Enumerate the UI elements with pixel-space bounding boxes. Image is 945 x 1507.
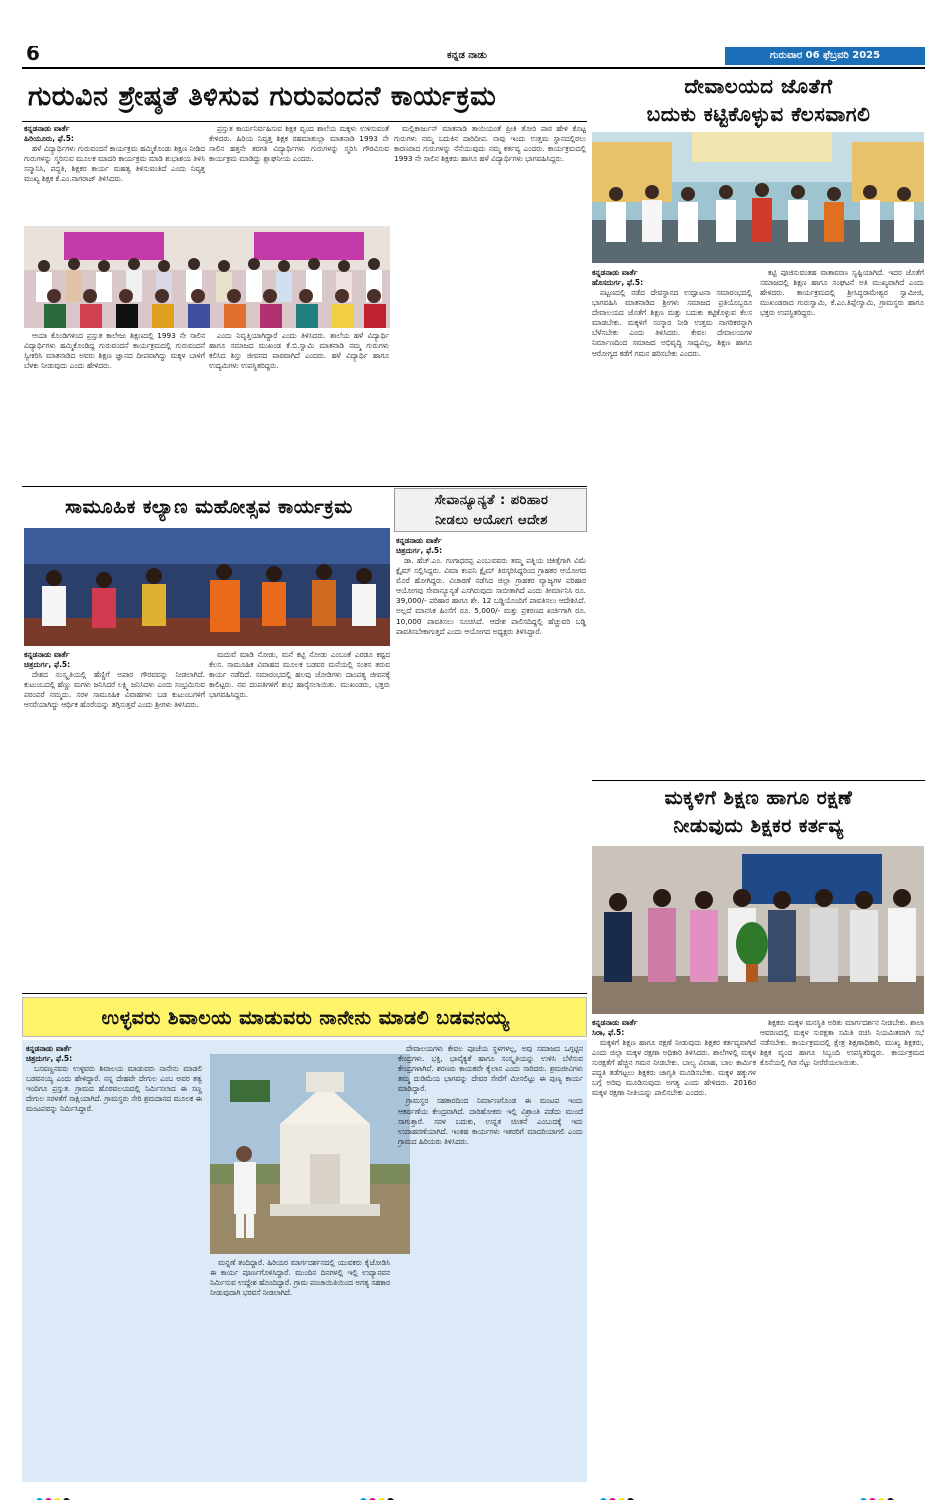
article-column bbox=[396, 536, 586, 990]
body-text: ಮಲ್ಲಿಕಾರ್ಜುನ್ ಮಾತನಾಡಿ ತಾಯಿಯಂತೆ ಪ್ರೀತಿ ತೋರಿ ಪಾಠ ಹೇಳಿ ಕೊಟ್ಟ ಗುರುಗಳು ನಮ್ಮ ಬದುಕಿನ ದಾರಿದೀಪ. ನಾವು ಇಂದು ಉತ್ತಮ ಸ್ಥಾನದಲ್ಲಿರಲು ಕಾರಣರಾದ ಗುರುಗಳನ್ನು ನೆನೆಯುವುದು ನಮ್ಮ ಕರ್ತವ್ಯ ಎಂದರು. ಕಾರ್ಯಕ್ರಮದಲ್ಲಿ 1993 ನೇ ಸಾಲಿನ ಶಿಕ್ಷಕರು ಹಾಗೂ ಹಳೆ ವಿದ್ಯಾರ್ಥಿಗಳು ಭಾಗವಹಿಸಿದ್ದರು. bbox=[394, 124, 586, 164]
dateline: ಹಿರಿಯೂರು, ಫೆ.5: bbox=[24, 134, 74, 143]
black-dot-icon bbox=[63, 1498, 70, 1500]
byline: ಕನ್ನಡನಾಡು ವಾರ್ತೆ bbox=[592, 268, 638, 277]
body-text: ಶಿಕ್ಷಕರು ಮಕ್ಕಳ ಮನಸ್ಥಿತಿ ಅರಿತು ಮಾರ್ಗದರ್ಶನ ನೀಡಬೇಕು. ಶಾಲಾ ಆವರಣದಲ್ಲಿ ಮಕ್ಕಳ ಸುರಕ್ಷತಾ ಸಮಿತಿ ರಚಿಸಿ ನಿಯಮಿತವಾಗಿ ಸಭೆ ನಡೆಸಬೇಕು. ಕಾರ್ಯಕ್ರಮದಲ್ಲಿ ಕ್ಷೇತ್ರ ಶಿಕ್ಷಣಾಧಿಕಾರಿ, ಮುಖ್ಯ ಶಿಕ್ಷಕರು, ಶಿಕ್ಷಕ ವೃಂದ ಹಾಗೂ ಸಿಬ್ಬಂದಿ ಉಪಸ್ಥಿತರಿದ್ದರು. ಕಾರ್ಯಕ್ರಮದ ಕೊನೆಯಲ್ಲಿ ಗಿಡ ನೆಟ್ಟು ನೀರೆರೆಯಲಾಯಿತು. bbox=[760, 1018, 924, 1068]
dateline: ಚಿತ್ರದುರ್ಗ, ಫೆ.5: bbox=[396, 546, 443, 555]
article-column bbox=[760, 268, 924, 738]
divider bbox=[22, 121, 587, 122]
yellow-dot-icon bbox=[54, 1498, 61, 1500]
cyan-dot-icon bbox=[600, 1498, 607, 1500]
body-text: ಗ್ರಾಮಸ್ಥರ ಸಹಕಾರದಿಂದ ನಿರ್ಮಾಣಗೊಂಡ ಈ ಮಂಟಪ ಇಂದು ಆಕರ್ಷಣೆಯ ಕೇಂದ್ರವಾಗಿದೆ. ದಾರಿಹೋಕರು ಇಲ್ಲಿ ವಿಶ್ರಾಂತಿ ಪಡೆದು ಮುಂದೆ ಸಾಗುತ್ತಾರೆ. ಸರಳ ಬದುಕು, ಉನ್ನತ ಚಿಂತನೆ ಎಂಬುದಕ್ಕೆ ಇದು ಉದಾಹರಣೆಯಾಗಿದೆ. ಇಂತಹ ಕಾರ್ಯಗಳು ಇತರರಿಗೆ ಮಾದರಿಯಾಗಲಿ ಎಂದು ಗ್ರಾಮದ ಹಿರಿಯರು ತಿಳಿಸಿದರು. bbox=[398, 1096, 583, 1146]
magenta-dot-icon bbox=[369, 1498, 376, 1500]
headline-kalyana: ಸಾಮೂಹಿಕ ಕಲ್ಯಾಣ ಮಹೋತ್ಸವ ಕಾರ್ಯಕ್ರಮ bbox=[65, 496, 353, 518]
article-column bbox=[24, 650, 205, 990]
headline-guruvandane: ಗುರುವಿನ ಶ್ರೇಷ್ಠತೆ ತಿಳಿಸುವ ಗುರುವಂದನೆ ಕಾರ್ಯಕ್ರಮ bbox=[28, 81, 497, 112]
yellow-dot-icon bbox=[878, 1498, 885, 1500]
registration-marks-center bbox=[360, 1490, 420, 1500]
dateline: ಸಿರಾ, ಫೆ.5: bbox=[592, 1028, 625, 1037]
article-column bbox=[398, 1044, 583, 1478]
byline: ಕನ್ನಡನಾಡು ವಾರ್ತೆ bbox=[592, 1018, 638, 1027]
divider bbox=[22, 486, 587, 487]
magenta-dot-icon bbox=[45, 1498, 52, 1500]
article-column bbox=[209, 124, 389, 224]
byline: ಕನ್ನಡನಾಡು ವಾರ್ತೆ bbox=[26, 1044, 72, 1053]
page-number: 6 bbox=[26, 46, 40, 65]
photo-plant-ceremony bbox=[592, 846, 924, 1014]
byline: ಕನ್ನಡನಾಡು ವಾರ್ತೆ bbox=[24, 124, 70, 133]
photo-small-temple bbox=[210, 1054, 410, 1254]
body-text: ಮನ್ನಣೆ ತಂದಿದ್ದಾರೆ. ಹಿರಿಯರ ಮಾರ್ಗದರ್ಶನದಲ್ಲಿ ಯುವಕರು ಕೈಜೋಡಿಸಿ ಈ ಕಾರ್ಯ ಪೂರ್ಣಗೊಳಿಸಿದ್ದಾರೆ. ಮುಂದಿನ ದಿನಗಳಲ್ಲಿ ಇಲ್ಲಿ ಉದ್ಯಾನವನ ನಿರ್ಮಿಸುವ ಉದ್ದೇಶ ಹೊಂದಿದ್ದಾರೆ. ಗ್ರಾಮ ಪಂಚಾಯಿತಿಯಿಂದ ಅಗತ್ಯ ಸಹಕಾರ ನೀಡುವುದಾಗಿ ಭರವಸೆ ನೀಡಲಾಗಿದೆ. bbox=[210, 1258, 390, 1298]
headline-box-shivalaya bbox=[22, 997, 587, 1037]
article-panel-blue bbox=[22, 1040, 587, 1482]
cyan-dot-icon bbox=[360, 1498, 367, 1500]
headline-shivalaya: ಉಳ್ಳವರು ಶಿವಾಲಯ ಮಾಡುವರು ನಾನೇನು ಮಾಡಲಿ ಬಡವನಯ್ಯ bbox=[101, 1007, 510, 1029]
ceremony-photo-illustration bbox=[592, 846, 924, 1014]
body-text: ದೇಶದ ಸಂಸ್ಕೃತಿಯಲ್ಲಿ ಹೆಣ್ಣಿಗೆ ಅಪಾರ ಗೌರವವನ್ನು ನೀಡಲಾಗಿದೆ. ಕುಟುಂಬದಲ್ಲಿ ಹೆಣ್ಣು ಮಗಳು ಜನಿಸಿದರೆ ಲಕ್ಷ್ಮಿ ಜನಿಸಿದಳು ಎಂದು ಸಂಭ್ರಮಿಸುವ ಪರಂಪರೆ ನಮ್ಮದು. ಸರಳ ಸಾಮೂಹಿಕ ವಿವಾಹಗಳು ಬಡ ಕುಟುಂಬಗಳಿಗೆ ಆಸರೆಯಾಗಿದ್ದು ಆರ್ಥಿಕ ಹೊರೆಯನ್ನು ತಗ್ಗಿಸುತ್ತವೆ ಎಂದು ಶ್ರೀಗಳು ತಿಳಿಸಿದರು. bbox=[24, 670, 205, 710]
masthead bbox=[22, 46, 925, 66]
article-column bbox=[209, 650, 390, 990]
registration-marks-left bbox=[36, 1490, 96, 1500]
body-text: ಆಯಾ ಕೊಂಡಿಗಳಿಂದ ಪ್ರಸ್ತುತ ಕಾಲೇಜು ಶಿಕ್ಷಣದಲ್ಲಿ 1993 ನೇ ಸಾಲಿನ ವಿದ್ಯಾರ್ಥಿಗಳು ಹಮ್ಮಿಕೊಂಡಿದ್ದ ಗುರುವಂದನೆ ಕಾರ್ಯಕ್ರಮದಲ್ಲಿ ಗುರುವಂದನೆ ಸ್ವೀಕರಿಸಿ ಮಾತನಾಡಿದ ಅವರು ಶಿಕ್ಷಣ ಜ್ಞಾನದ ದೀಪವಾಗಿದ್ದು ಮಕ್ಕಳ ಬಾಳಿಗೆ ಬೆಳಕು ನೀಡುವುದು ಎಂದು ಹೇಳಿದರು. bbox=[24, 331, 205, 371]
group-photo-illustration bbox=[24, 226, 390, 328]
headline-seva-line1: ಸೇವಾನ್ಯೂನ್ಯತೆ : ಪರಿಹಾರ bbox=[434, 493, 549, 508]
article-column bbox=[24, 331, 205, 484]
byline: ಕನ್ನಡನಾಡು ವಾರ್ತೆ bbox=[396, 536, 442, 545]
body-text: ಡಾ. ಹೆಚ್.ಎಂ. ಗಂಗಾಧರಪ್ಪ ಎಂಬುವವರು ತಮ್ಮ ಪತ್ನಿಯ ಚಿಕಿತ್ಸೆಗಾಗಿ ವಿಮೆ ಕ್ಲೈಮ್ ಸಲ್ಲಿಸಿದ್ದರು. ವಿಮಾ ಕಂಪನಿ ಕ್ಲೈಮ್ ತಿರಸ್ಕರಿಸಿದ್ದರಿಂದ ಗ್ರಾಹಕರ ಆಯೋಗದ ಮೊರೆ ಹೋಗಿದ್ದರು. ವಿಚಾರಣೆ ನಡೆಸಿದ ಜಿಲ್ಲಾ ಗ್ರಾಹಕರ ವ್ಯಾಜ್ಯಗಳ ಪರಿಹಾರ ಆಯೋಗವು ಸೇವಾನ್ಯೂನ್ಯತೆ ಎಸಗಿರುವುದು ಸಾಬೀತಾಗಿದೆ ಎಂದು ತೀರ್ಮಾನಿಸಿ ರೂ. 39,000/- ಪರಿಹಾರ ಹಾಗೂ ಶೇ. 12 ಬಡ್ಡಿಯೊಂದಿಗೆ ಪಾವತಿಸಲು ಆದೇಶಿಸಿದೆ. ಅಲ್ಲದೆ ಮಾನಸಿಕ ಹಿಂಸೆಗೆ ರೂ. 5,000/- ಮತ್ತು ಪ್ರಕರಣದ ಖರ್ಚಿಗಾಗಿ ರೂ. 10,000 ಪಾವತಿಸಲು ಸೂಚಿಸಿದೆ. ಆದೇಶ ಪಾಲಿಸದಿದ್ದಲ್ಲಿ ಹೆಚ್ಚುವರಿ ಬಡ್ಡಿ ಪಾವತಿಸಬೇಕಾಗುತ್ತದೆ ಎಂದು ಆಯೋಗದ ಅಧ್ಯಕ್ಷರು ತಿಳಿಸಿದ್ದಾರೆ. bbox=[396, 556, 586, 636]
article-column bbox=[209, 331, 389, 484]
body-text: ಬಸವಣ್ಣನವರು ಉಳ್ಳವರು ಶಿವಾಲಯ ಮಾಡುವರು ನಾನೇನು ಮಾಡಲಿ ಬಡವನಯ್ಯ ಎಂದು ಹೇಳಿದ್ದಾರೆ. ನನ್ನ ದೇಹವೇ ದೇಗುಲ ಎಂಬ ಅವರ ತತ್ವ ಇಂದಿಗೂ ಪ್ರಸ್ತುತ. ಗ್ರಾಮದ ಹೊರವಲಯದಲ್ಲಿ ನಿರ್ಮಿಸಲಾದ ಈ ಸಣ್ಣ ದೇಗುಲ ಸರಳತೆಗೆ ಸಾಕ್ಷಿಯಾಗಿದೆ. ಗ್ರಾಮಸ್ಥರು ಸೇರಿ ಶ್ರಮದಾನದ ಮೂಲಕ ಈ ಮಂಟಪವನ್ನು ನಿರ್ಮಿಸಿದ್ದಾರೆ. bbox=[26, 1064, 202, 1114]
body-text: ಮದುವೆ ಮಾಡಿ ನೋಡು, ಮನೆ ಕಟ್ಟಿ ನೋಡು ಎಂಬಂತೆ ಎರಡೂ ಕಷ್ಟದ ಕೆಲಸ. ಸಾಮೂಹಿಕ ವಿವಾಹದ ಮೂಲಕ ಬಡವರ ಮನೆಯಲ್ಲಿ ಸಂತಸ ತರುವ ಕಾರ್ಯ ನಡೆದಿದೆ. ಸಮಾರಂಭದಲ್ಲಿ ಹಲವು ಜೋಡಿಗಳು ದಾಂಪತ್ಯ ಜೀವನಕ್ಕೆ ಕಾಲಿಟ್ಟರು. ನವ ದಂಪತಿಗಳಿಗೆ ಶುಭ ಹಾರೈಸಲಾಯಿತು. ಮುಖಂಡರು, ಭಕ್ತರು ಭಾಗವಹಿಸಿದ್ದರು. bbox=[209, 650, 390, 700]
body-text: ಹಳೆ ವಿದ್ಯಾರ್ಥಿಗಳು ಗುರುವಂದನೆ ಕಾರ್ಯಕ್ರಮ ಹಮ್ಮಿಕೊಂಡು ಶಿಕ್ಷಣ ನೀಡಿದ ಗುರುಗಳನ್ನು ಸ್ಮರಿಸುವ ಮೂಲಕ ಮಾದರಿ ಕಾರ್ಯಕ್ರಮ ಮಾಡಿ ಶುಭಾಶಯ ತಿಳಿಸಿ ಸನ್ಮಾನಿಸಿ, ಪದ್ಧತಿ, ಶಿಕ್ಷಕರ ಕಾರ್ಯ ಮಹತ್ವ ತಿಳಿಸುವಂತಿದೆ ಎಂದು ನಿವೃತ್ತ ಮುಖ್ಯ ಶಿಕ್ಷಕ ಕೆ.ಎಂ.ನಾಗರಾಜ್ ತಿಳಿಸಿದರು. bbox=[24, 144, 205, 184]
wedding-photo-illustration bbox=[24, 528, 390, 646]
article-column bbox=[760, 1018, 924, 1482]
headline-box-seva bbox=[394, 488, 587, 532]
black-dot-icon bbox=[887, 1498, 894, 1500]
black-dot-icon bbox=[627, 1498, 634, 1500]
registration-marks-right bbox=[600, 1490, 660, 1500]
headline-makkalige-line1: ಮಕ್ಕಳಿಗೆ ಶಿಕ್ಷಣ ಹಾಗೂ ರಕ್ಷಣೆ bbox=[664, 787, 853, 809]
body-text: ಪ್ರಸ್ತುತ ಕಾರ್ಯನಿರ್ವಹಿಸುವ ಶಿಕ್ಷಕ ವೃಂದ ಶಾಲೆಯ ಮಕ್ಕಳು ಉಳಿಸುವಂತೆ ಕೇಳಿದರು. ಹಿರಿಯ ನಿವೃತ್ತ ಶಿಕ್ಷಕ ರಹಮಾತುಲ್ಲಾ ಮಾತನಾಡಿ 1993 ನೇ ಸಾಲಿನ ಹತ್ತನೇ ತರಗತಿ ವಿದ್ಯಾರ್ಥಿಗಳು ಗುರುಗಳನ್ನು ಸ್ಮರಿಸಿ ಗೌರವಿಸುವ ಕಾರ್ಯಕ್ರಮ ಮಾಡಿದ್ದು ಶ್ಲಾಘನೀಯ ಎಂದರು. bbox=[209, 124, 389, 164]
magenta-dot-icon bbox=[609, 1498, 616, 1500]
temple-photo-illustration bbox=[210, 1054, 410, 1254]
yellow-dot-icon bbox=[618, 1498, 625, 1500]
date-banner: ಗುರುವಾರ 06 ಫೆಬ್ರವರಿ 2025 bbox=[725, 47, 925, 65]
cyan-dot-icon bbox=[860, 1498, 867, 1500]
photo-group-teachers bbox=[24, 226, 390, 328]
headline-makkalige-line2: ನೀಡುವುದು ಶಿಕ್ಷಕರ ಕರ್ತವ್ಯ bbox=[673, 815, 844, 837]
article-column bbox=[592, 268, 752, 738]
magenta-dot-icon bbox=[869, 1498, 876, 1500]
yellow-dot-icon bbox=[378, 1498, 385, 1500]
article-column bbox=[24, 124, 205, 224]
byline: ಕನ್ನಡನಾಡು ವಾರ್ತೆ bbox=[24, 650, 70, 659]
body-text: ಕಟ್ಟಿ ಪೂಜಿಸುವಂತಹ ವಾತಾವರಣ ಸೃಷ್ಟಿಯಾಗಿದೆ. ಇದರ ಜೊತೆಗೆ ಸಮಾಜದಲ್ಲಿ ಶಿಕ್ಷಣ ಹಾಗೂ ಸಂಘಟನೆ ಅತಿ ಮುಖ್ಯವಾಗಿದೆ ಎಂದು ಹೇಳಿದರು. ಕಾರ್ಯಕ್ರಮದಲ್ಲಿ ಶ್ರೀಸಿದ್ಧರಾಮೇಶ್ವರ ಸ್ವಾಮೀಜಿ, ಮುಖಂಡರಾದ ಗುರುಸ್ವಾಮಿ, ಕೆ.ಎಂ.ತಿಪ್ಪೇಸ್ವಾಮಿ, ಗ್ರಾಮಸ್ಥರು ಹಾಗೂ ಭಕ್ತರು ಉಪಸ್ಥಿತರಿದ್ದರು. bbox=[760, 268, 924, 318]
body-text: ಎಂದು ನಿವೃತ್ತಿಯಾಗಿದ್ದಾರೆ ಎಂದು ತಿಳಿಸಿದರು. ಶಾಲೆಯ ಹಳೆ ವಿದ್ಯಾರ್ಥಿ ಹಾಗೂ ಸಮಾಜದ ಮುಖಂಡ ಕೆ.ಬಿ.ಸ್ವಾಮಿ ಮಾತನಾಡಿ ನಮ್ಮ ಗುರುಗಳು ಕಲಿಸಿದ ಶಿಸ್ತು ಜೀವನದ ಪಾಠವಾಗಿದೆ ಎಂದರು. ಹಳೆ ವಿದ್ಯಾರ್ಥಿ ಹಾಗೂ ಉದ್ಯಮಿಗಳು ಉಪಸ್ಥಿತರಿದ್ದರು. bbox=[209, 331, 389, 371]
article-column bbox=[210, 1258, 390, 1478]
body-text: ಮಕ್ಕಳಿಗೆ ಶಿಕ್ಷಣ ಹಾಗೂ ರಕ್ಷಣೆ ನೀಡುವುದು ಶಿಕ್ಷಕರ ಕರ್ತವ್ಯವಾಗಿದೆ ಎಂದು ಜಿಲ್ಲಾ ಮಕ್ಕಳ ರಕ್ಷಣಾ ಅಧಿಕಾರಿ ತಿಳಿಸಿದರು. ಶಾಲೆಗಳಲ್ಲಿ ಮಕ್ಕಳ ಸುರಕ್ಷತೆಗೆ ಹೆಚ್ಚಿನ ಗಮನ ನೀಡಬೇಕು. ಬಾಲ್ಯ ವಿವಾಹ, ಬಾಲ ಕಾರ್ಮಿಕ ಪದ್ಧತಿ ತಡೆಗಟ್ಟಲು ಶಿಕ್ಷಕರು ಜಾಗೃತಿ ಮೂಡಿಸಬೇಕು. ಮಕ್ಕಳ ಹಕ್ಕುಗಳ ಬಗ್ಗೆ ಅರಿವು ಮೂಡಿಸುವುದು ಅಗತ್ಯ ಎಂದು ಹೇಳಿದರು. 2016ರ ಮಕ್ಕಳ ರಕ್ಷಣಾ ನೀತಿಯನ್ನು ಪಾಲಿಸಬೇಕು ಎಂದರು. bbox=[592, 1038, 756, 1098]
black-dot-icon bbox=[387, 1498, 394, 1500]
dateline: ಚಿತ್ರದುರ್ಗ, ಫೆ.5: bbox=[24, 660, 71, 669]
stage-photo-illustration bbox=[592, 132, 924, 263]
photo-mass-wedding bbox=[24, 528, 390, 646]
article-column bbox=[394, 124, 586, 484]
divider bbox=[592, 780, 925, 781]
masthead-rule bbox=[22, 67, 925, 69]
divider bbox=[22, 993, 587, 994]
photo-temple-stage bbox=[592, 132, 924, 263]
registration-marks-far-right bbox=[860, 1490, 920, 1500]
dateline: ಚಿತ್ರದುರ್ಗ, ಫೆ.5: bbox=[26, 1054, 73, 1063]
article-column bbox=[592, 1018, 756, 1482]
headline-seva-line2: ನೀಡಲು ಆಯೋಗ ಆದೇಶ bbox=[435, 513, 548, 528]
body-text: ಪಟ್ಟಣದಲ್ಲಿ ನಡೆದ ದೇವಸ್ಥಾನದ ಉದ್ಘಾಟನಾ ಸಮಾರಂಭದಲ್ಲಿ ಭಾಗವಹಿಸಿ ಮಾತನಾಡಿದ ಶ್ರೀಗಳು ಸಮಾಜದ ಪ್ರತಿಯೊಬ್ಬರೂ ದೇವಾಲಯದ ಜೊತೆಗೆ ಶಿಕ್ಷಣ ಮತ್ತು ಬದುಕು ಕಟ್ಟಿಕೊಳ್ಳುವ ಕೆಲಸ ಮಾಡಬೇಕು. ಮಕ್ಕಳಿಗೆ ಸಂಸ್ಕಾರ ನೀಡಿ ಉತ್ತಮ ನಾಗರಿಕರನ್ನಾಗಿ ಬೆಳೆಸಬೇಕು ಎಂದು ತಿಳಿಸಿದರು. ಕೇವಲ ದೇವಾಲಯಗಳ ನಿರ್ಮಾಣದಿಂದ ಸಮಾಜದ ಅಭಿವೃದ್ಧಿ ಸಾಧ್ಯವಿಲ್ಲ, ಶಿಕ್ಷಣ ಹಾಗೂ ಆರೋಗ್ಯದ ಕಡೆಗೆ ಗಮನ ಹರಿಸಬೇಕು ಎಂದರು. bbox=[592, 288, 752, 358]
article-column bbox=[26, 1044, 202, 1478]
headline-devalaya-line1: ದೇವಾಲಯದ ಜೊತೆಗೆ bbox=[684, 74, 833, 98]
headline-devalaya-line2: ಬದುಕು ಕಟ್ಟಿಕೊಳ್ಳುವ ಕೆಲಸವಾಗಲಿ bbox=[646, 102, 871, 126]
dateline: ಹೊಸದುರ್ಗ, ಫೆ.5: bbox=[592, 278, 644, 287]
body-text: ದೇವಾಲಯಗಳು ಕೇವಲ ಪೂಜೆಯ ಸ್ಥಳಗಳಲ್ಲ, ಅವು ಸಮಾಜದ ಒಗ್ಗಟ್ಟಿನ ಕೇಂದ್ರಗಳು. ಭಕ್ತಿ, ಭಾವೈಕ್ಯತೆ ಹಾಗೂ ಸಂಸ್ಕೃತಿಯನ್ನು ಉಳಿಸಿ ಬೆಳೆಸುವ ಕೇಂದ್ರಗಳಾಗಿವೆ. ಶರಣರು ಕಾಯಕವೇ ಕೈಲಾಸ ಎಂದು ಸಾರಿದರು. ಶ್ರಮಜೀವಿಗಳು ತಮ್ಮ ದುಡಿಮೆಯ ಭಾಗವನ್ನು ದೇವರ ಸೇವೆಗೆ ಮೀಸಲಿಟ್ಟು ಈ ಪುಣ್ಯ ಕಾರ್ಯ ಮಾಡಿದ್ದಾರೆ. bbox=[398, 1044, 583, 1094]
paper-name: ಕನ್ನಡ ನಾಡು bbox=[447, 50, 487, 61]
cyan-dot-icon bbox=[36, 1498, 43, 1500]
